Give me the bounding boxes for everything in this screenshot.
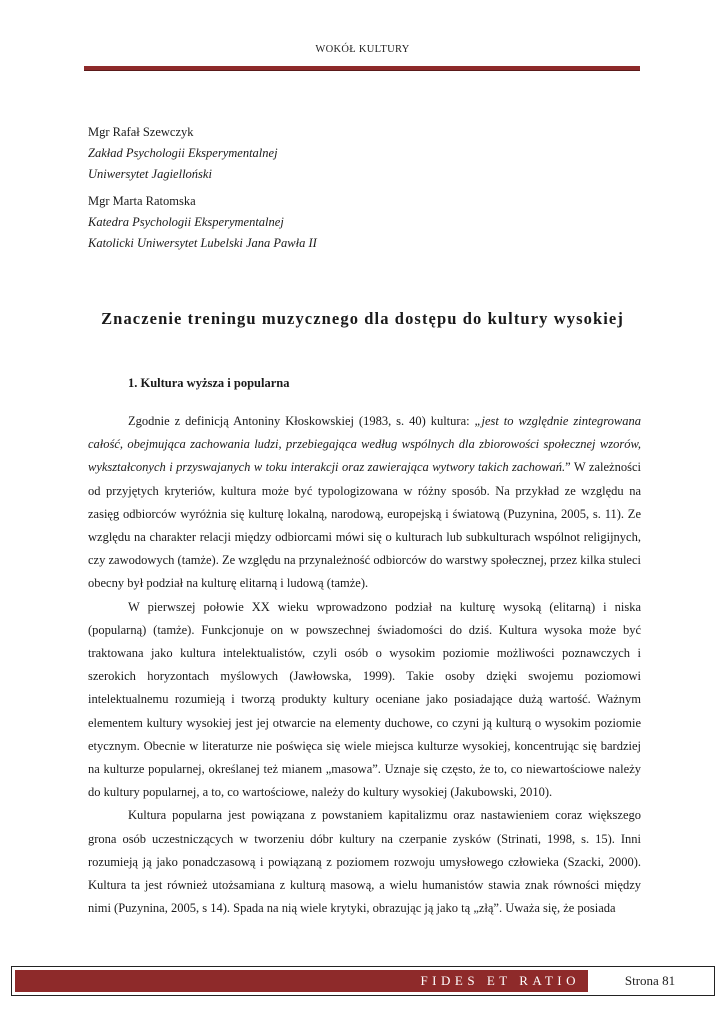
- footer-band: [15, 970, 588, 992]
- journal-motto: FIDES ET RATIO: [420, 973, 580, 988]
- page-footer: [11, 966, 715, 996]
- author-department: Katedra Psychologii Eksperymentalnej: [88, 215, 284, 229]
- author-department: Zakład Psychologii Eksperymentalnej: [88, 146, 278, 160]
- author-university: Uniwersytet Jagielloński: [88, 167, 212, 181]
- paragraph-text: Zgodnie z definicją Antoniny Kłoskowskiej (1983, s. 40) kultura:: [128, 414, 475, 428]
- paragraph: [88, 410, 641, 596]
- paragraph: W pierwszej połowie XX wieku wprowadzono podział na kulturę wysoką (elitarną) i niska (popularną) (tamże). Funkcjonuje on w powszechnej świadomości do dziś. Kultura wysoka może być traktowana jako kultura intelektualistów, czyli osób o wysokim poziomie możliwości poznawczych i szerokich horyzontach myślowych (Jawłowska, 1999). Takie osoby dzięki swojemu poziomowi intelektualnemu rozumieją i tworzą produkty kultury oceniane jako posiadające dużą wartość. Ważnym elementem kultury wysokiej jest jej otwarcie na elementy duchowe, co czyni ją kulturą o wysokim poziomie etycznym. Obecnie w literaturze nie poświęca się wiele miejsca kulturze wysokiej, koncentrując się bardziej na kulturze popularnej, określanej też mianem „masowa”. Uznaje się często, że to, co niewartościowe należy do kultury popularnej, a to, co wartościowe, należy do kultury wysokiej (Jakubowski, 2010).: [88, 599, 641, 800]
- definition-quote: „jest to względnie zintegrowana całość, obejmująca zachowania ludzi, przebiegająca według wspólnych dla zbiorowości społecznej wzorów, wykształconych i przyswajanych w toku interakcji oraz zawierająca wytwory takich zachowań.: [88, 414, 641, 475]
- author-name: Mgr Rafał Szewczyk: [88, 125, 194, 139]
- author-block: [88, 122, 648, 254]
- author-name: Mgr Marta Ratomska: [88, 194, 196, 208]
- article-body: [88, 410, 641, 920]
- article-title: Znaczenie treningu muzycznego dla dostępu do kultury wysokiej: [101, 309, 624, 328]
- section-heading: 1. Kultura wyższa i popularna: [128, 376, 290, 390]
- paragraph-text: ” W zależności od przyjętych kryteriów, kultura może być typologizowana w różny sposób. Na przykład ze względu na zasięg odbiorców wyróżnia się kulturę lokalną, narodową, europejską i światową (Puzynina, 2005, s. 11). Ze względu na charakter relacji między odbiorcami mówi się o kulturach lub subkulturach wspólnot religijnych, czy zawodowych (tamże). Ze względu na przynależność odbiorców do warstwy społecznej, przez kilka stuleci obecny był podział na kulturę elitarną i ludową (tamże).: [88, 460, 641, 591]
- running-header: WOKÓŁ KULTURY: [315, 44, 410, 55]
- page-number: Strona 81: [624, 973, 676, 988]
- author-university: Katolicki Uniwersytet Lubelski Jana Pawła II: [88, 236, 317, 250]
- header-rule: [84, 66, 640, 71]
- paragraph: Kultura popularna jest powiązana z powstaniem kapitalizmu oraz nastawieniem coraz większego grona osób uczestniczących w tworzeniu dóbr kultury na czerpanie zysków (Strinati, 1998, s. 15). Inni rozumieją ją jako ponadczasową i powiązaną z poziomem rozwoju umysłowego człowieka (Szacki, 2000). Kultura ta jest również utożsamiana z kulturą masową, a wielu humanistów stawia znak równości między nimi (Puzynina, 2005, s 14). Spada na nią wiele krytyki, obrazując ją jako tą „złą”. Uważa się, że posiada: [88, 808, 641, 916]
